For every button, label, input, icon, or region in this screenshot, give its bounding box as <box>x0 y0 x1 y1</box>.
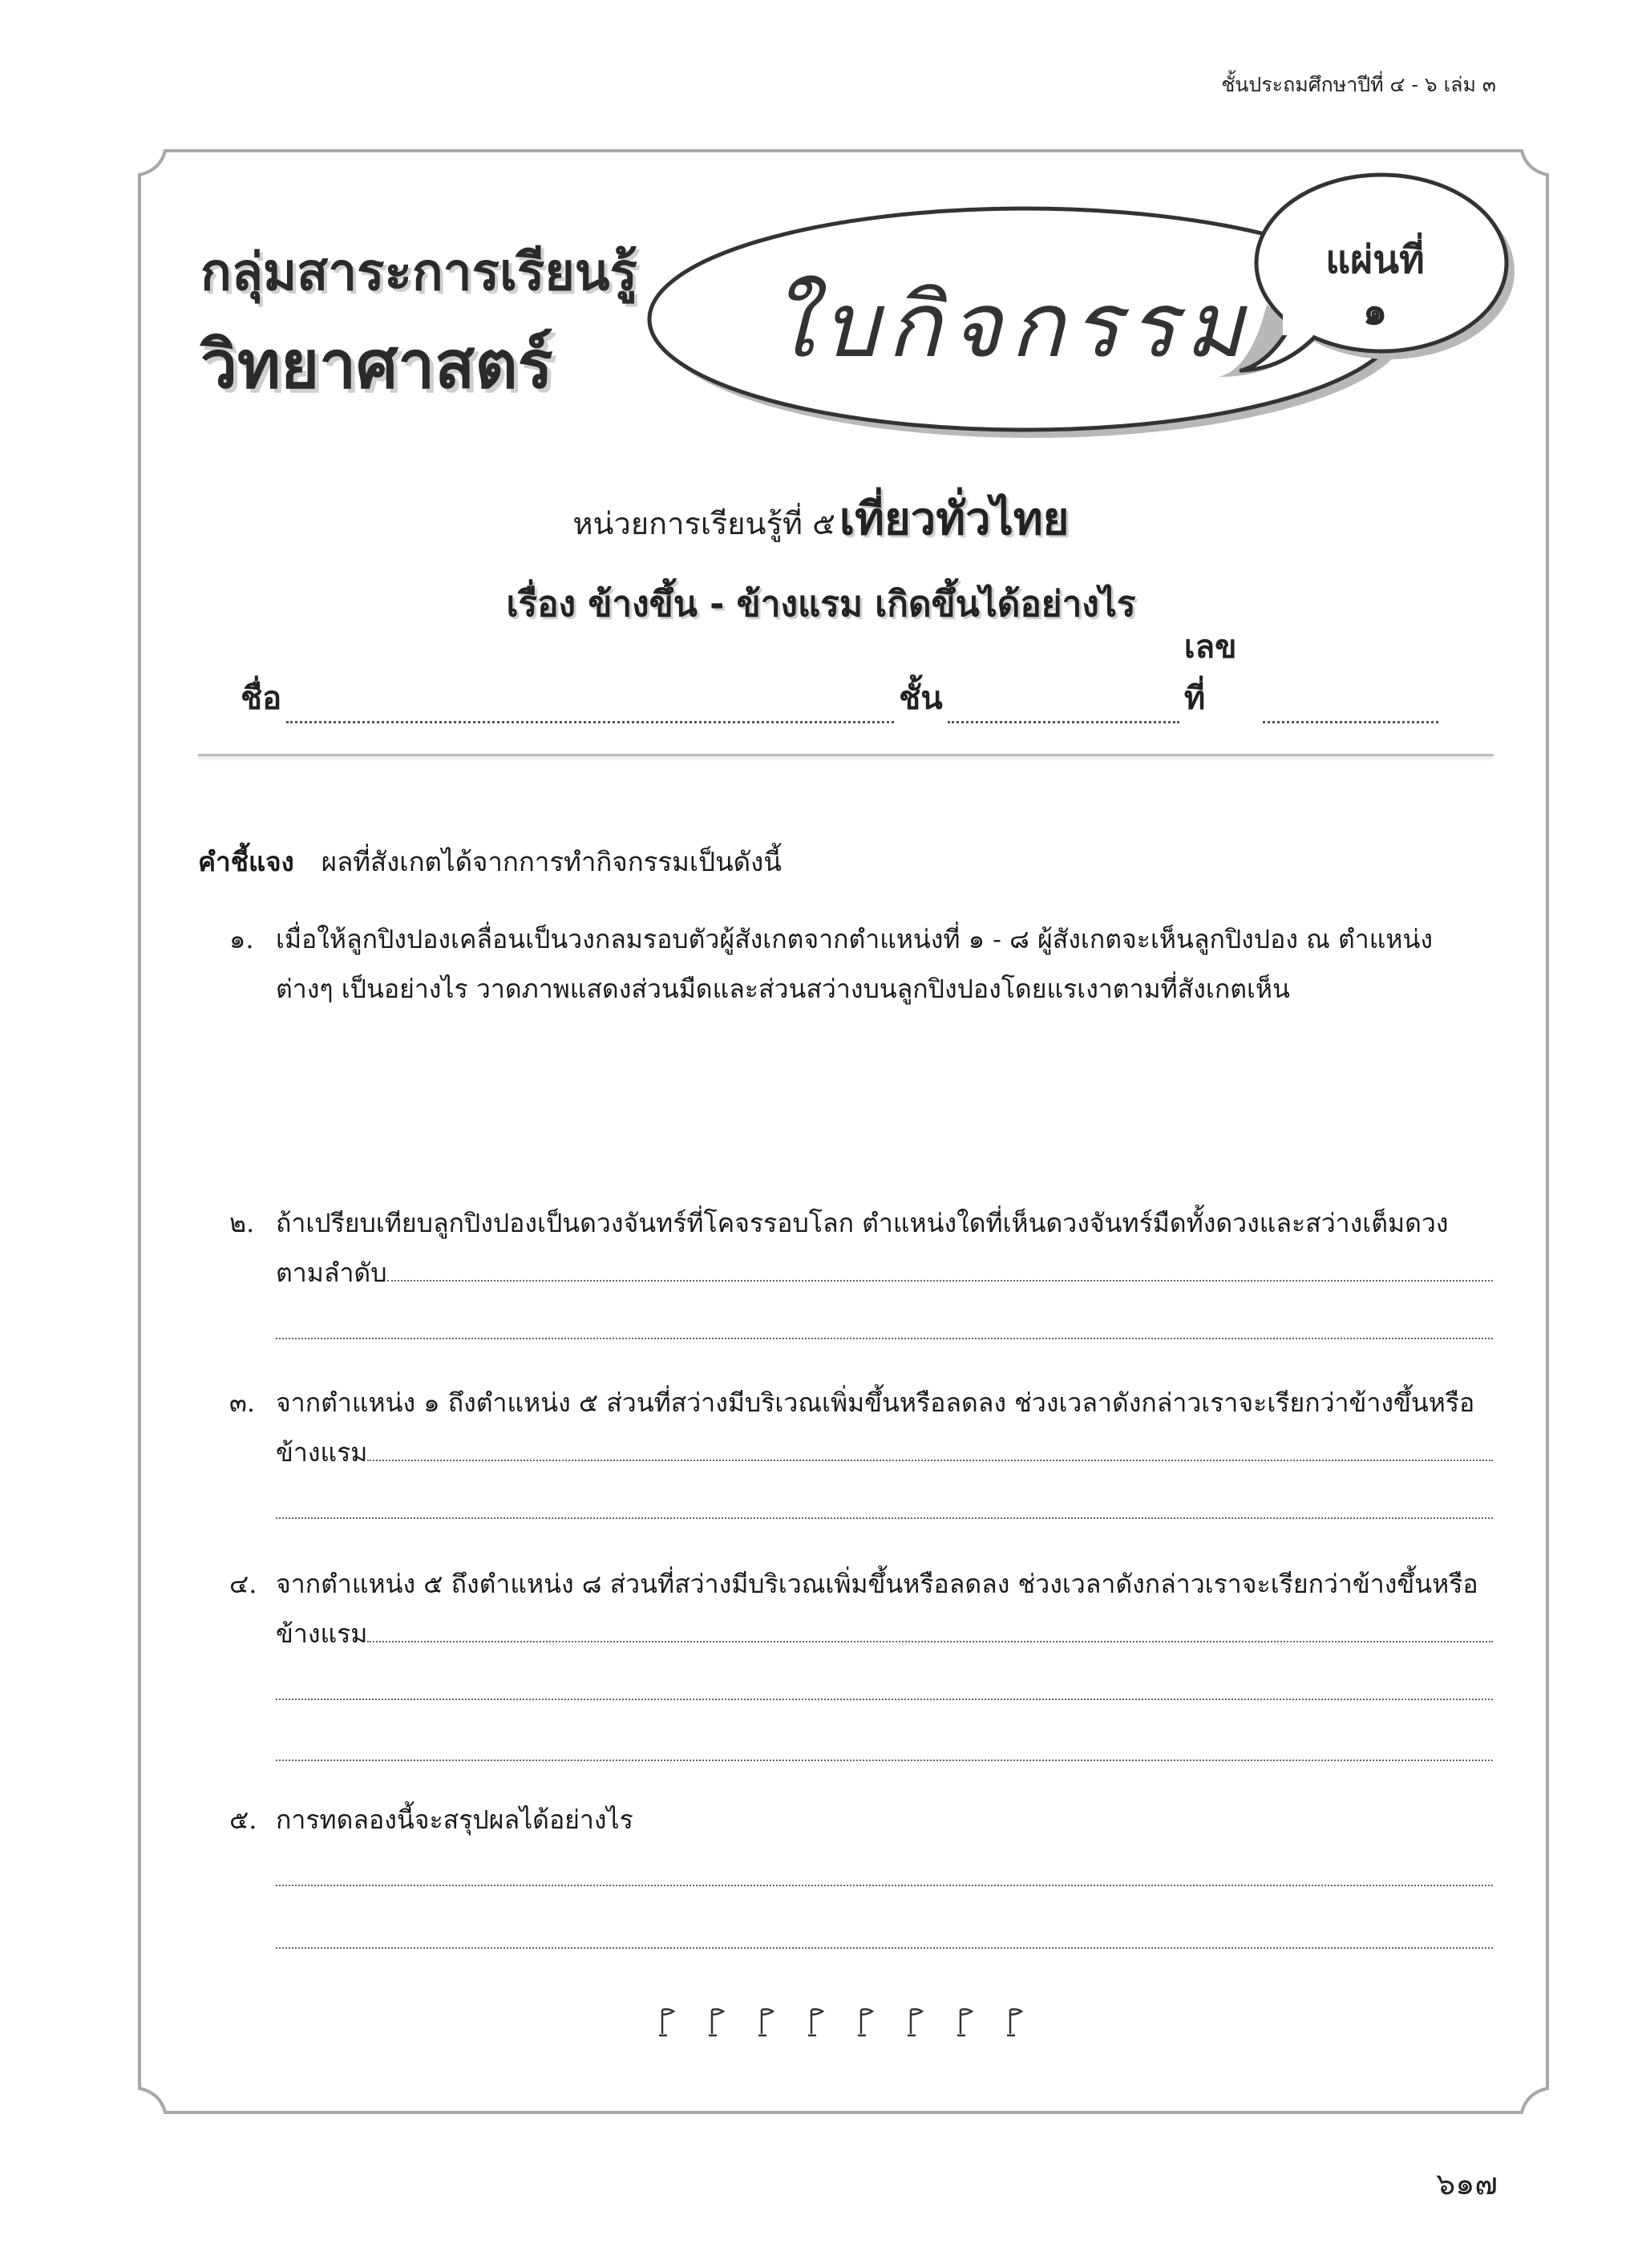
sheet-number: ๑ <box>1362 289 1388 334</box>
flag-icon <box>1005 2007 1026 2039</box>
answer-line[interactable] <box>276 1517 1493 1519</box>
answer-line[interactable] <box>276 1947 1493 1949</box>
number-field[interactable] <box>1263 691 1438 723</box>
instruction-text: ผลที่สังเกตได้จากการทำกิจกรรมเป็นดังนี้ <box>321 846 782 877</box>
answer-field[interactable] <box>367 1442 1493 1461</box>
flag-icon <box>657 2007 678 2039</box>
flag-icon <box>856 2007 877 2039</box>
flag-icon <box>707 2007 728 2039</box>
question-text-line2: ข้างแรม <box>276 1437 368 1468</box>
answer-line[interactable] <box>276 1338 1493 1339</box>
answer-field[interactable] <box>367 1623 1493 1642</box>
question-number: ๑. <box>229 924 254 954</box>
instruction <box>198 840 782 883</box>
subject-name: วิทยาศาสตร์ <box>200 327 553 403</box>
book-info: ชั้นประถมศึกษาปีที่ ๔ - ๖ เล่ม ๓ <box>1221 73 1496 96</box>
number-label: เลขที่ <box>1183 629 1237 717</box>
worksheet-title: ใบกิจกรรม <box>770 273 1252 378</box>
sheet-label: แผ่นที่ <box>1325 237 1425 282</box>
question-number: ๔. <box>229 1569 257 1599</box>
question-1 <box>229 914 1493 1014</box>
answer-line[interactable] <box>276 1885 1493 1886</box>
answer-line[interactable] <box>276 1760 1493 1761</box>
question-number: ๕. <box>229 1804 257 1835</box>
flag-icon <box>807 2007 827 2039</box>
question-3 <box>229 1378 1493 1477</box>
name-label: ชื่อ <box>241 680 282 717</box>
question-text-line2: ตามลำดับ <box>276 1258 387 1288</box>
page-number: ๖๑๗ <box>1436 2166 1498 2201</box>
answer-field[interactable] <box>387 1262 1493 1282</box>
unit-name: เที่ยวทั่วไทย <box>839 493 1070 545</box>
student-info-row <box>241 629 1443 723</box>
header-separator <box>198 754 1494 756</box>
question-text-line1: เมื่อให้ลูกปิงปองเคลื่อนเป็นวงกลมรอบตัวผู้สังเกตจากตำแหน่งที่ ๑ - ๘ ผู้สังเกตจะเห็นลูกปิงปอง ณ ตำแหน่ง <box>276 924 1433 954</box>
question-number: ๒. <box>229 1208 255 1238</box>
unit-prefix: หน่วยการเรียนรู้ที่ ๕ <box>572 506 835 541</box>
question-2 <box>229 1198 1493 1298</box>
question-5 <box>229 1795 1493 1845</box>
question-4 <box>229 1559 1493 1658</box>
topic-heading: เรื่อง ข้างขึ้น - ข้างแรม เกิดขึ้นได้อย่างไร <box>506 584 1136 625</box>
flag-icon <box>757 2007 778 2039</box>
flag-icon <box>956 2007 977 2039</box>
question-text-line2: ต่างๆ เป็นอย่างไร วาดภาพแสดงส่วนมืดและส่วนสว่างบนลูกปิงปองโดยแรเงาตามที่สังเกตเห็น <box>276 974 1290 1004</box>
class-field[interactable] <box>948 691 1179 723</box>
question-number: ๓. <box>229 1387 256 1418</box>
instruction-label: คำชี้แจง <box>198 846 294 877</box>
question-text-line2: ข้างแรม <box>276 1618 368 1649</box>
question-text-line1: จากตำแหน่ง ๑ ถึงตำแหน่ง ๕ ส่วนที่สว่างมีบริเวณเพิ่มขึ้นหรือลดลง ช่วงเวลาดังกล่าวเราจะเรียกว่าข้างขึ้นหรือ <box>276 1387 1475 1418</box>
name-field[interactable] <box>286 691 894 723</box>
flag-icon <box>906 2007 927 2039</box>
question-text-line1: การทดลองนี้จะสรุปผลได้อย่างไร <box>276 1804 633 1835</box>
class-label: ชั้น <box>899 680 943 717</box>
answer-line[interactable] <box>276 1699 1493 1700</box>
subject-group: กลุ่มสาระการเรียนรู้ <box>200 243 637 302</box>
unit-heading <box>0 483 1642 554</box>
question-text-line1: จากตำแหน่ง ๕ ถึงตำแหน่ง ๘ ส่วนที่สว่างมีบริเวณเพิ่มขึ้นหรือลดลง ช่วงเวลาดังกล่าวเราจะเรียกว่าข้างขึ้นหรือ <box>276 1569 1478 1599</box>
question-text-line1: ถ้าเปรียบเทียบลูกปิงปองเป็นดวงจันทร์ที่โคจรรอบโลก ตำแหน่งใดที่เห็นดวงจันทร์มืดทั้งดวงและสว่างเต็มดวง <box>276 1208 1449 1238</box>
